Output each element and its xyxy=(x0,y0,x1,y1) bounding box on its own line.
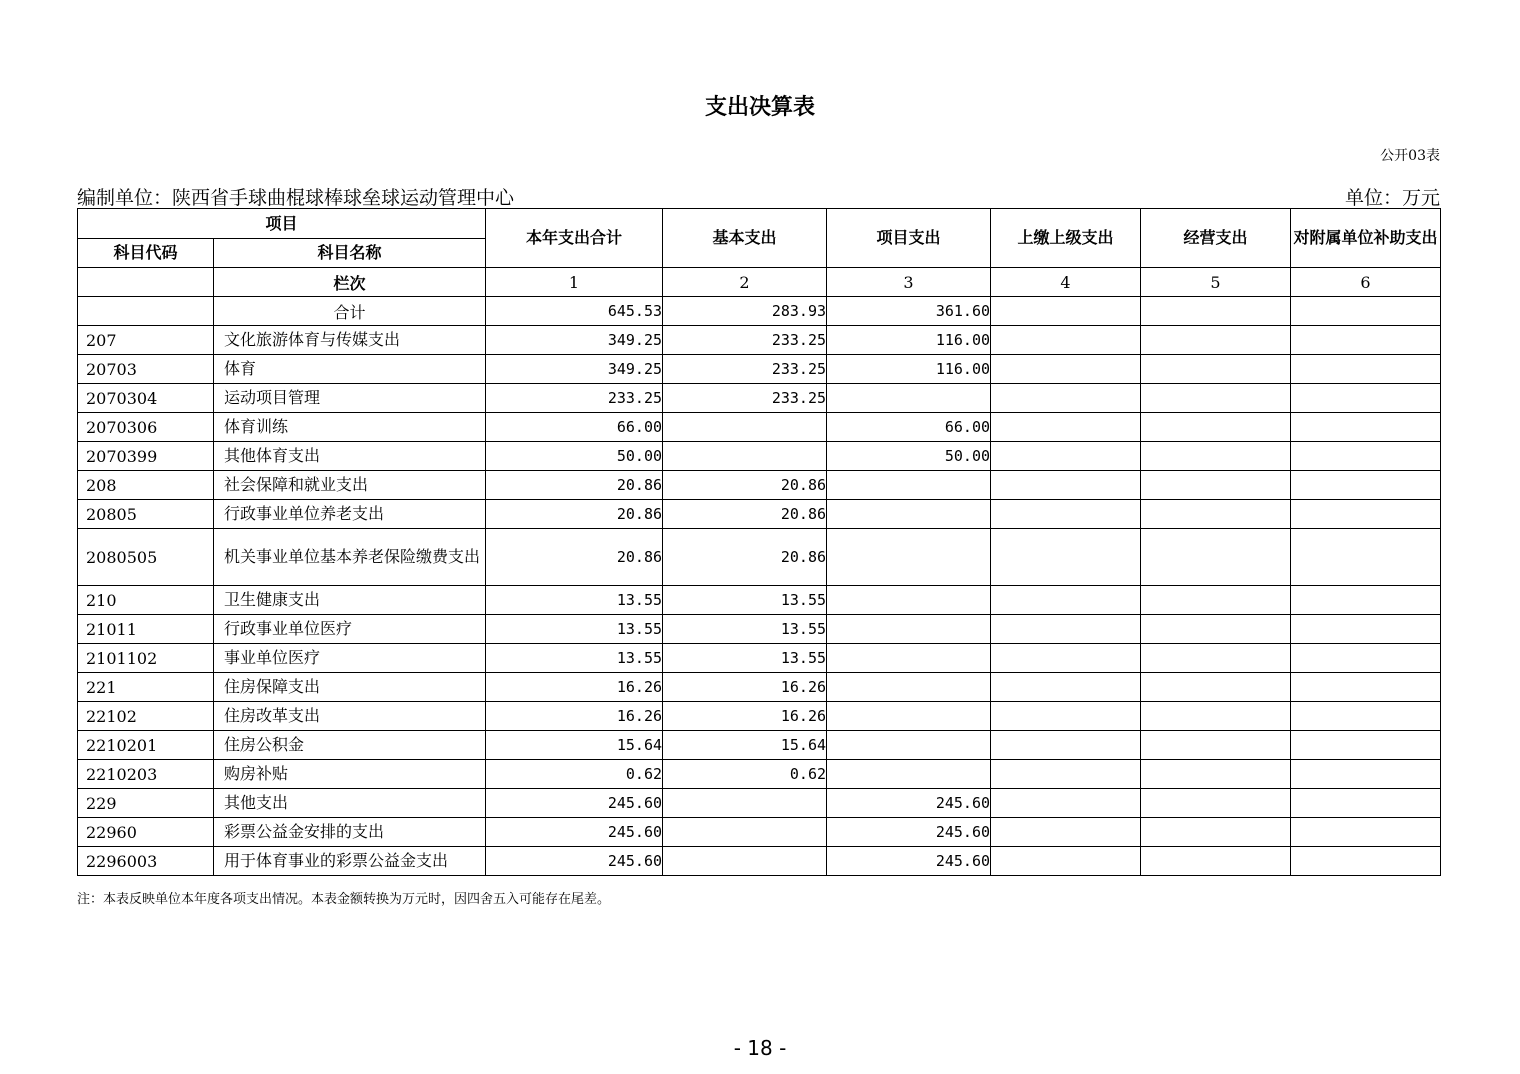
row-code: 208 xyxy=(78,471,214,500)
row-project: 361.60 xyxy=(827,297,991,326)
header-code: 科目代码 xyxy=(78,239,214,268)
row-name: 体育 xyxy=(214,355,486,384)
row-code: 221 xyxy=(78,673,214,702)
row-upper xyxy=(991,673,1141,702)
table-row xyxy=(78,297,1441,326)
row-subsidy xyxy=(1291,760,1441,789)
row-total: 245.60 xyxy=(486,847,663,876)
row-project: 245.60 xyxy=(827,789,991,818)
row-project xyxy=(827,384,991,413)
row-subsidy xyxy=(1291,731,1441,760)
row-name: 体育训练 xyxy=(214,413,486,442)
row-upper xyxy=(991,586,1141,615)
row-code: 2296003 xyxy=(78,847,214,876)
row-project: 50.00 xyxy=(827,442,991,471)
table-row xyxy=(78,471,1441,500)
row-business xyxy=(1141,818,1291,847)
table-row xyxy=(78,615,1441,644)
row-project xyxy=(827,760,991,789)
row-business xyxy=(1141,760,1291,789)
table-row xyxy=(78,500,1441,529)
row-basic xyxy=(663,789,827,818)
row-total: 50.00 xyxy=(486,442,663,471)
row-basic: 283.93 xyxy=(663,297,827,326)
row-basic: 13.55 xyxy=(663,615,827,644)
row-total: 645.53 xyxy=(486,297,663,326)
row-basic: 233.25 xyxy=(663,355,827,384)
table-row xyxy=(78,326,1441,355)
row-basic xyxy=(663,818,827,847)
row-business xyxy=(1141,326,1291,355)
row-basic: 0.62 xyxy=(663,760,827,789)
row-total: 66.00 xyxy=(486,413,663,442)
row-project: 66.00 xyxy=(827,413,991,442)
row-total: 20.86 xyxy=(486,529,663,586)
row-business xyxy=(1141,413,1291,442)
row-project xyxy=(827,615,991,644)
row-upper xyxy=(991,615,1141,644)
row-project: 116.00 xyxy=(827,355,991,384)
row-subsidy xyxy=(1291,355,1441,384)
row-total: 20.86 xyxy=(486,471,663,500)
row-basic xyxy=(663,442,827,471)
table-row xyxy=(78,442,1441,471)
header-basic: 基本支出 xyxy=(663,209,827,268)
row-upper xyxy=(991,529,1141,586)
row-code: 22102 xyxy=(78,702,214,731)
row-subsidy xyxy=(1291,500,1441,529)
row-subsidy xyxy=(1291,615,1441,644)
row-code: 21011 xyxy=(78,615,214,644)
table-row xyxy=(78,586,1441,615)
index-cell: 5 xyxy=(1141,268,1291,297)
row-code: 207 xyxy=(78,326,214,355)
row-upper xyxy=(991,297,1141,326)
row-name: 住房公积金 xyxy=(214,731,486,760)
row-upper xyxy=(991,326,1141,355)
row-business xyxy=(1141,731,1291,760)
row-total: 349.25 xyxy=(486,355,663,384)
row-business xyxy=(1141,847,1291,876)
row-upper xyxy=(991,384,1141,413)
header-subsidy: 对附属单位补助支出 xyxy=(1291,209,1441,268)
row-subsidy xyxy=(1291,586,1441,615)
row-name: 行政事业单位养老支出 xyxy=(214,500,486,529)
row-name: 运动项目管理 xyxy=(214,384,486,413)
row-project: 245.60 xyxy=(827,818,991,847)
row-upper xyxy=(991,731,1141,760)
row-business xyxy=(1141,615,1291,644)
table-row xyxy=(78,847,1441,876)
row-name: 购房补贴 xyxy=(214,760,486,789)
row-code: 2101102 xyxy=(78,644,214,673)
row-business xyxy=(1141,702,1291,731)
footnote: 注：本表反映单位本年度各项支出情况。本表金额转换为万元时，因四舍五入可能存在尾差。 xyxy=(77,892,611,907)
table-row xyxy=(78,529,1441,586)
row-basic: 233.25 xyxy=(663,384,827,413)
row-upper xyxy=(991,789,1141,818)
row-name: 社会保障和就业支出 xyxy=(214,471,486,500)
row-subsidy xyxy=(1291,789,1441,818)
row-project xyxy=(827,673,991,702)
row-name: 机关事业单位基本养老保险缴费支出 xyxy=(214,529,486,586)
row-name: 事业单位医疗 xyxy=(214,644,486,673)
row-name: 合计 xyxy=(214,297,486,326)
table-row xyxy=(78,760,1441,789)
table-row xyxy=(78,384,1441,413)
header-name: 科目名称 xyxy=(214,239,486,268)
row-total: 15.64 xyxy=(486,731,663,760)
row-subsidy xyxy=(1291,644,1441,673)
row-basic: 15.64 xyxy=(663,731,827,760)
table-row xyxy=(78,673,1441,702)
row-total: 233.25 xyxy=(486,384,663,413)
row-basic: 13.55 xyxy=(663,586,827,615)
row-subsidy xyxy=(1291,413,1441,442)
row-upper xyxy=(991,644,1141,673)
row-basic xyxy=(663,413,827,442)
row-code xyxy=(78,297,214,326)
row-business xyxy=(1141,297,1291,326)
table-row xyxy=(78,355,1441,384)
row-business xyxy=(1141,586,1291,615)
row-upper xyxy=(991,471,1141,500)
row-subsidy xyxy=(1291,818,1441,847)
row-project xyxy=(827,644,991,673)
row-subsidy xyxy=(1291,529,1441,586)
row-business xyxy=(1141,500,1291,529)
row-code: 2070304 xyxy=(78,384,214,413)
row-basic xyxy=(663,847,827,876)
row-upper xyxy=(991,760,1141,789)
row-total: 16.26 xyxy=(486,702,663,731)
row-total: 245.60 xyxy=(486,818,663,847)
row-name: 住房改革支出 xyxy=(214,702,486,731)
row-total: 16.26 xyxy=(486,673,663,702)
row-name: 其他支出 xyxy=(214,789,486,818)
row-business xyxy=(1141,673,1291,702)
page-title: 支出决算表 xyxy=(704,95,815,120)
row-project xyxy=(827,702,991,731)
row-basic: 20.86 xyxy=(663,471,827,500)
row-code: 210 xyxy=(78,586,214,615)
page-number: - 18 - xyxy=(733,1036,787,1060)
row-business xyxy=(1141,789,1291,818)
row-total: 13.55 xyxy=(486,586,663,615)
row-project xyxy=(827,500,991,529)
row-total: 349.25 xyxy=(486,326,663,355)
row-index-label: 栏次 xyxy=(214,268,486,297)
row-name: 彩票公益金安排的支出 xyxy=(214,818,486,847)
row-total: 13.55 xyxy=(486,644,663,673)
header-upper: 上缴上级支出 xyxy=(991,209,1141,268)
row-total: 20.86 xyxy=(486,500,663,529)
row-total: 13.55 xyxy=(486,615,663,644)
row-total: 245.60 xyxy=(486,789,663,818)
table-row xyxy=(78,702,1441,731)
row-subsidy xyxy=(1291,297,1441,326)
row-name: 用于体育事业的彩票公益金支出 xyxy=(214,847,486,876)
row-upper xyxy=(991,355,1141,384)
row-subsidy xyxy=(1291,384,1441,413)
org-label: 编制单位：陕西省手球曲棍球棒球垒球运动管理中心 xyxy=(77,187,515,209)
row-upper xyxy=(991,500,1141,529)
row-business xyxy=(1141,471,1291,500)
table-row xyxy=(78,789,1441,818)
row-business xyxy=(1141,529,1291,586)
row-business xyxy=(1141,384,1291,413)
row-name: 卫生健康支出 xyxy=(214,586,486,615)
table-body xyxy=(78,297,1441,876)
index-cell: 1 xyxy=(486,268,663,297)
row-basic: 16.26 xyxy=(663,702,827,731)
row-code: 20805 xyxy=(78,500,214,529)
row-name: 其他体育支出 xyxy=(214,442,486,471)
row-name: 住房保障支出 xyxy=(214,673,486,702)
unit-label: 单位：万元 xyxy=(1344,187,1440,209)
row-name: 文化旅游体育与传媒支出 xyxy=(214,326,486,355)
form-number: 公开03表 xyxy=(1380,148,1440,164)
row-code: 229 xyxy=(78,789,214,818)
header-project: 项目 xyxy=(78,209,486,239)
row-upper xyxy=(991,818,1141,847)
expenditure-table xyxy=(77,208,1441,876)
row-upper xyxy=(991,847,1141,876)
row-code: 20703 xyxy=(78,355,214,384)
row-code: 2210203 xyxy=(78,760,214,789)
row-basic: 16.26 xyxy=(663,673,827,702)
table-row xyxy=(78,818,1441,847)
row-code: 2070306 xyxy=(78,413,214,442)
row-business xyxy=(1141,442,1291,471)
row-basic: 13.55 xyxy=(663,644,827,673)
row-basic: 233.25 xyxy=(663,326,827,355)
row-subsidy xyxy=(1291,702,1441,731)
index-cell: 3 xyxy=(827,268,991,297)
row-upper xyxy=(991,702,1141,731)
row-project xyxy=(827,586,991,615)
row-upper xyxy=(991,442,1141,471)
header-business: 经营支出 xyxy=(1141,209,1291,268)
row-name: 行政事业单位医疗 xyxy=(214,615,486,644)
row-subsidy xyxy=(1291,847,1441,876)
row-business xyxy=(1141,644,1291,673)
row-code: 2070399 xyxy=(78,442,214,471)
index-cell: 2 xyxy=(663,268,827,297)
row-project: 116.00 xyxy=(827,326,991,355)
row-project xyxy=(827,731,991,760)
row-code: 22960 xyxy=(78,818,214,847)
row-subsidy xyxy=(1291,673,1441,702)
table-row xyxy=(78,731,1441,760)
row-basic: 20.86 xyxy=(663,529,827,586)
row-project xyxy=(827,529,991,586)
unit-line xyxy=(77,183,1440,207)
header-project-exp: 项目支出 xyxy=(827,209,991,268)
index-cell: 6 xyxy=(1291,268,1441,297)
row-project: 245.60 xyxy=(827,847,991,876)
row-total: 0.62 xyxy=(486,760,663,789)
row-subsidy xyxy=(1291,326,1441,355)
row-project xyxy=(827,471,991,500)
index-empty xyxy=(78,268,214,297)
row-subsidy xyxy=(1291,442,1441,471)
table-row xyxy=(78,413,1441,442)
header-total: 本年支出合计 xyxy=(486,209,663,268)
row-upper xyxy=(991,413,1141,442)
row-code: 2210201 xyxy=(78,731,214,760)
index-cell: 4 xyxy=(991,268,1141,297)
row-code: 2080505 xyxy=(78,529,214,586)
table-row xyxy=(78,644,1441,673)
row-basic: 20.86 xyxy=(663,500,827,529)
row-business xyxy=(1141,355,1291,384)
row-subsidy xyxy=(1291,471,1441,500)
